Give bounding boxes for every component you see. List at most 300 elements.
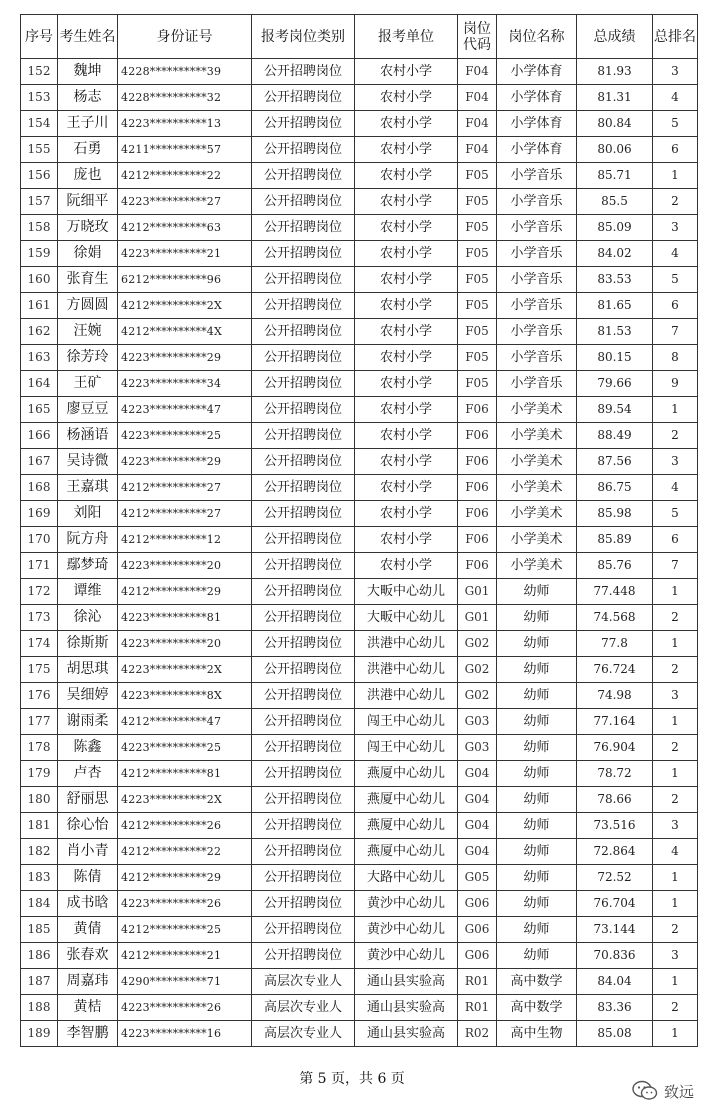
post-code: G02 xyxy=(458,631,497,657)
table-row xyxy=(21,839,698,865)
unit-name: 洪港中心幼儿 xyxy=(355,683,458,709)
row-number: 176 xyxy=(21,683,58,709)
table-row xyxy=(21,189,698,215)
total-score: 85.09 xyxy=(577,215,653,241)
post-category: 公开招聘岗位 xyxy=(252,917,355,943)
total-score: 76.704 xyxy=(577,891,653,917)
candidate-name: 王矿 xyxy=(58,371,118,397)
post-name: 小学美术 xyxy=(497,449,577,475)
row-number: 157 xyxy=(21,189,58,215)
row-number: 159 xyxy=(21,241,58,267)
total-rank: 2 xyxy=(653,735,698,761)
id-number: 4212**********27 xyxy=(118,475,252,501)
total-rank: 1 xyxy=(653,579,698,605)
row-number: 184 xyxy=(21,891,58,917)
post-code: G04 xyxy=(458,787,497,813)
table-row xyxy=(21,813,698,839)
post-code: F04 xyxy=(458,137,497,163)
header-cell: 身份证号 xyxy=(118,15,252,59)
total-rank: 1 xyxy=(653,163,698,189)
unit-name: 大畈中心幼儿 xyxy=(355,605,458,631)
total-score: 76.724 xyxy=(577,657,653,683)
post-code: F04 xyxy=(458,111,497,137)
id-number: 4223**********20 xyxy=(118,553,252,579)
row-number: 177 xyxy=(21,709,58,735)
table-row xyxy=(21,787,698,813)
unit-name: 农村小学 xyxy=(355,163,458,189)
row-number: 170 xyxy=(21,527,58,553)
id-number: 4290**********71 xyxy=(118,969,252,995)
post-category: 公开招聘岗位 xyxy=(252,709,355,735)
total-score: 85.98 xyxy=(577,501,653,527)
row-number: 189 xyxy=(21,1021,58,1047)
table-row xyxy=(21,605,698,631)
table-body xyxy=(21,59,698,1047)
table-row xyxy=(21,137,698,163)
post-name: 幼师 xyxy=(497,761,577,787)
total-score: 83.36 xyxy=(577,995,653,1021)
unit-name: 大畈中心幼儿 xyxy=(355,579,458,605)
total-score: 80.84 xyxy=(577,111,653,137)
row-number: 171 xyxy=(21,553,58,579)
post-name: 小学音乐 xyxy=(497,371,577,397)
id-number: 4211**********57 xyxy=(118,137,252,163)
post-name: 幼师 xyxy=(497,865,577,891)
candidate-name: 廖豆豆 xyxy=(58,397,118,423)
total-rank: 8 xyxy=(653,345,698,371)
post-name: 小学美术 xyxy=(497,501,577,527)
total-score: 78.72 xyxy=(577,761,653,787)
total-score: 77.8 xyxy=(577,631,653,657)
post-code: F05 xyxy=(458,371,497,397)
total-rank: 6 xyxy=(653,293,698,319)
post-category: 公开招聘岗位 xyxy=(252,501,355,527)
id-number: 4223**********8X xyxy=(118,683,252,709)
post-category: 公开招聘岗位 xyxy=(252,865,355,891)
post-name: 小学音乐 xyxy=(497,345,577,371)
unit-name: 农村小学 xyxy=(355,85,458,111)
post-category: 公开招聘岗位 xyxy=(252,891,355,917)
post-code: F05 xyxy=(458,345,497,371)
post-code: G05 xyxy=(458,865,497,891)
candidate-name: 杨志 xyxy=(58,85,118,111)
total-rank: 3 xyxy=(653,813,698,839)
table-row xyxy=(21,423,698,449)
id-number: 4223**********29 xyxy=(118,345,252,371)
row-number: 183 xyxy=(21,865,58,891)
post-category: 公开招聘岗位 xyxy=(252,631,355,657)
table-row xyxy=(21,631,698,657)
id-number: 4223**********2X xyxy=(118,657,252,683)
unit-name: 农村小学 xyxy=(355,371,458,397)
total-score: 72.52 xyxy=(577,865,653,891)
post-category: 公开招聘岗位 xyxy=(252,345,355,371)
post-category: 公开招聘岗位 xyxy=(252,241,355,267)
id-number: 4212**********12 xyxy=(118,527,252,553)
total-score: 87.56 xyxy=(577,449,653,475)
unit-name: 闯王中心幼儿 xyxy=(355,709,458,735)
total-rank: 3 xyxy=(653,449,698,475)
id-number: 4223**********29 xyxy=(118,449,252,475)
post-category: 公开招聘岗位 xyxy=(252,839,355,865)
id-number: 4212**********4X xyxy=(118,319,252,345)
total-score: 77.448 xyxy=(577,579,653,605)
post-name: 小学体育 xyxy=(497,111,577,137)
post-category: 公开招聘岗位 xyxy=(252,215,355,241)
table-row xyxy=(21,345,698,371)
post-code: F05 xyxy=(458,215,497,241)
unit-name: 农村小学 xyxy=(355,267,458,293)
brand-watermark xyxy=(632,1080,694,1102)
candidate-name: 徐斯斯 xyxy=(58,631,118,657)
id-number: 4228**********39 xyxy=(118,59,252,85)
total-rank: 7 xyxy=(653,553,698,579)
total-rank: 7 xyxy=(653,319,698,345)
post-category: 高层次专业人 xyxy=(252,995,355,1021)
unit-name: 农村小学 xyxy=(355,553,458,579)
post-name: 小学音乐 xyxy=(497,241,577,267)
header-cell: 考生姓名 xyxy=(58,15,118,59)
post-code: F05 xyxy=(458,293,497,319)
wechat-icon xyxy=(632,1080,658,1102)
total-rank: 2 xyxy=(653,605,698,631)
table-row xyxy=(21,85,698,111)
post-category: 公开招聘岗位 xyxy=(252,137,355,163)
total-rank: 4 xyxy=(653,839,698,865)
candidate-name: 张春欢 xyxy=(58,943,118,969)
unit-name: 农村小学 xyxy=(355,111,458,137)
candidate-name: 阮方舟 xyxy=(58,527,118,553)
post-name: 小学音乐 xyxy=(497,189,577,215)
post-category: 公开招聘岗位 xyxy=(252,683,355,709)
post-code: F06 xyxy=(458,475,497,501)
total-rank: 2 xyxy=(653,657,698,683)
post-code: F05 xyxy=(458,189,497,215)
candidate-name: 吴诗微 xyxy=(58,449,118,475)
post-name: 小学美术 xyxy=(497,397,577,423)
row-number: 185 xyxy=(21,917,58,943)
unit-name: 通山县实验高 xyxy=(355,969,458,995)
candidate-name: 庞也 xyxy=(58,163,118,189)
candidate-name: 汪婉 xyxy=(58,319,118,345)
id-number: 4223**********34 xyxy=(118,371,252,397)
total-rank: 2 xyxy=(653,423,698,449)
table-row xyxy=(21,163,698,189)
unit-name: 通山县实验高 xyxy=(355,1021,458,1047)
post-name: 幼师 xyxy=(497,943,577,969)
candidate-name: 徐娟 xyxy=(58,241,118,267)
post-category: 公开招聘岗位 xyxy=(252,163,355,189)
post-code: F05 xyxy=(458,267,497,293)
table-row xyxy=(21,449,698,475)
candidate-name: 王子川 xyxy=(58,111,118,137)
unit-name: 闯王中心幼儿 xyxy=(355,735,458,761)
table-row xyxy=(21,293,698,319)
post-code: G03 xyxy=(458,735,497,761)
table-row xyxy=(21,59,698,85)
candidate-name: 王嘉琪 xyxy=(58,475,118,501)
post-category: 公开招聘岗位 xyxy=(252,449,355,475)
table-row xyxy=(21,579,698,605)
row-number: 178 xyxy=(21,735,58,761)
total-rank: 3 xyxy=(653,683,698,709)
post-name: 小学音乐 xyxy=(497,215,577,241)
row-number: 153 xyxy=(21,85,58,111)
total-score: 70.836 xyxy=(577,943,653,969)
total-rank: 4 xyxy=(653,85,698,111)
post-code: R01 xyxy=(458,995,497,1021)
total-score: 73.144 xyxy=(577,917,653,943)
score-table xyxy=(20,14,698,1047)
table-header-row xyxy=(21,15,698,59)
post-name: 小学美术 xyxy=(497,553,577,579)
post-code: F06 xyxy=(458,449,497,475)
unit-name: 黄沙中心幼儿 xyxy=(355,917,458,943)
unit-name: 农村小学 xyxy=(355,189,458,215)
table-row xyxy=(21,553,698,579)
total-rank: 2 xyxy=(653,787,698,813)
post-name: 高中数学 xyxy=(497,995,577,1021)
row-number: 181 xyxy=(21,813,58,839)
total-score: 81.31 xyxy=(577,85,653,111)
row-number: 155 xyxy=(21,137,58,163)
post-code: G06 xyxy=(458,891,497,917)
total-rank: 9 xyxy=(653,371,698,397)
candidate-name: 舒丽思 xyxy=(58,787,118,813)
unit-name: 农村小学 xyxy=(355,319,458,345)
unit-name: 农村小学 xyxy=(355,423,458,449)
total-score: 81.65 xyxy=(577,293,653,319)
unit-name: 黄沙中心幼儿 xyxy=(355,891,458,917)
header-cell: 岗位代码 xyxy=(458,15,497,59)
post-name: 幼师 xyxy=(497,605,577,631)
candidate-name: 肖小青 xyxy=(58,839,118,865)
total-rank: 1 xyxy=(653,1021,698,1047)
post-name: 小学美术 xyxy=(497,475,577,501)
post-category: 高层次专业人 xyxy=(252,1021,355,1047)
id-number: 4223**********20 xyxy=(118,631,252,657)
table-row xyxy=(21,761,698,787)
post-code: G03 xyxy=(458,709,497,735)
post-name: 高中数学 xyxy=(497,969,577,995)
post-name: 幼师 xyxy=(497,683,577,709)
row-number: 173 xyxy=(21,605,58,631)
candidate-name: 李智鹏 xyxy=(58,1021,118,1047)
post-category: 公开招聘岗位 xyxy=(252,371,355,397)
row-number: 186 xyxy=(21,943,58,969)
total-rank: 1 xyxy=(653,891,698,917)
post-category: 公开招聘岗位 xyxy=(252,59,355,85)
unit-name: 洪港中心幼儿 xyxy=(355,657,458,683)
total-score: 86.75 xyxy=(577,475,653,501)
row-number: 168 xyxy=(21,475,58,501)
unit-name: 燕厦中心幼儿 xyxy=(355,839,458,865)
total-score: 85.71 xyxy=(577,163,653,189)
table-row xyxy=(21,917,698,943)
post-name: 幼师 xyxy=(497,709,577,735)
total-score: 72.864 xyxy=(577,839,653,865)
row-number: 164 xyxy=(21,371,58,397)
post-code: F06 xyxy=(458,527,497,553)
total-rank: 4 xyxy=(653,241,698,267)
post-name: 幼师 xyxy=(497,631,577,657)
id-number: 4212**********29 xyxy=(118,579,252,605)
post-name: 小学体育 xyxy=(497,85,577,111)
id-number: 4212**********25 xyxy=(118,917,252,943)
post-code: R02 xyxy=(458,1021,497,1047)
id-number: 4223**********16 xyxy=(118,1021,252,1047)
candidate-name: 陈倩 xyxy=(58,865,118,891)
post-name: 小学音乐 xyxy=(497,319,577,345)
post-category: 公开招聘岗位 xyxy=(252,761,355,787)
post-category: 公开招聘岗位 xyxy=(252,189,355,215)
post-name: 小学美术 xyxy=(497,423,577,449)
table-row xyxy=(21,501,698,527)
table-row xyxy=(21,735,698,761)
total-score: 89.54 xyxy=(577,397,653,423)
total-score: 77.164 xyxy=(577,709,653,735)
post-category: 公开招聘岗位 xyxy=(252,787,355,813)
id-number: 4212**********81 xyxy=(118,761,252,787)
post-category: 公开招聘岗位 xyxy=(252,605,355,631)
total-score: 80.06 xyxy=(577,137,653,163)
unit-name: 通山县实验高 xyxy=(355,995,458,1021)
table-row xyxy=(21,475,698,501)
row-number: 175 xyxy=(21,657,58,683)
total-score: 80.15 xyxy=(577,345,653,371)
total-score: 74.98 xyxy=(577,683,653,709)
id-number: 4212**********27 xyxy=(118,501,252,527)
post-code: G06 xyxy=(458,917,497,943)
candidate-name: 石勇 xyxy=(58,137,118,163)
unit-name: 农村小学 xyxy=(355,215,458,241)
post-category: 公开招聘岗位 xyxy=(252,813,355,839)
total-rank: 3 xyxy=(653,59,698,85)
total-rank: 6 xyxy=(653,137,698,163)
post-code: F06 xyxy=(458,501,497,527)
post-code: F06 xyxy=(458,397,497,423)
total-rank: 2 xyxy=(653,917,698,943)
candidate-name: 阮细平 xyxy=(58,189,118,215)
total-rank: 5 xyxy=(653,267,698,293)
id-number: 4212**********63 xyxy=(118,215,252,241)
candidate-name: 魏坤 xyxy=(58,59,118,85)
candidate-name: 方圆圆 xyxy=(58,293,118,319)
total-score: 76.904 xyxy=(577,735,653,761)
post-name: 幼师 xyxy=(497,917,577,943)
post-name: 幼师 xyxy=(497,787,577,813)
candidate-name: 黄倩 xyxy=(58,917,118,943)
candidate-name: 卢杏 xyxy=(58,761,118,787)
table-row xyxy=(21,1021,698,1047)
id-number: 4223**********25 xyxy=(118,735,252,761)
row-number: 156 xyxy=(21,163,58,189)
table-row xyxy=(21,657,698,683)
post-code: G04 xyxy=(458,813,497,839)
id-number: 4223**********26 xyxy=(118,891,252,917)
total-score: 85.5 xyxy=(577,189,653,215)
table-row xyxy=(21,397,698,423)
post-code: F06 xyxy=(458,553,497,579)
unit-name: 农村小学 xyxy=(355,59,458,85)
row-number: 165 xyxy=(21,397,58,423)
candidate-name: 周嘉玮 xyxy=(58,969,118,995)
total-score: 85.89 xyxy=(577,527,653,553)
table-row xyxy=(21,969,698,995)
post-name: 小学音乐 xyxy=(497,267,577,293)
unit-name: 燕厦中心幼儿 xyxy=(355,813,458,839)
unit-name: 农村小学 xyxy=(355,475,458,501)
total-score: 85.76 xyxy=(577,553,653,579)
post-name: 小学音乐 xyxy=(497,293,577,319)
row-number: 187 xyxy=(21,969,58,995)
total-score: 74.568 xyxy=(577,605,653,631)
row-number: 154 xyxy=(21,111,58,137)
post-name: 小学体育 xyxy=(497,59,577,85)
table-row xyxy=(21,891,698,917)
post-name: 幼师 xyxy=(497,735,577,761)
total-rank: 1 xyxy=(653,865,698,891)
header-cell: 报考单位 xyxy=(355,15,458,59)
total-rank: 4 xyxy=(653,475,698,501)
brand-name: 致远 xyxy=(663,1082,694,1101)
id-number: 4212**********21 xyxy=(118,943,252,969)
unit-name: 农村小学 xyxy=(355,241,458,267)
total-score: 73.516 xyxy=(577,813,653,839)
total-rank: 1 xyxy=(653,397,698,423)
table-row xyxy=(21,319,698,345)
row-number: 161 xyxy=(21,293,58,319)
total-score: 84.02 xyxy=(577,241,653,267)
candidate-name: 陈鑫 xyxy=(58,735,118,761)
total-score: 78.66 xyxy=(577,787,653,813)
candidate-name: 万晓玫 xyxy=(58,215,118,241)
unit-name: 农村小学 xyxy=(355,449,458,475)
total-score: 85.08 xyxy=(577,1021,653,1047)
total-rank: 2 xyxy=(653,995,698,1021)
unit-name: 农村小学 xyxy=(355,345,458,371)
id-number: 4223**********27 xyxy=(118,189,252,215)
unit-name: 黄沙中心幼儿 xyxy=(355,943,458,969)
id-number: 4212**********2X xyxy=(118,293,252,319)
unit-name: 农村小学 xyxy=(355,501,458,527)
total-rank: 5 xyxy=(653,501,698,527)
total-rank: 5 xyxy=(653,111,698,137)
candidate-name: 徐沁 xyxy=(58,605,118,631)
row-number: 152 xyxy=(21,59,58,85)
page-footer: 第 5 页，共 6 页 xyxy=(299,1071,405,1087)
table-row xyxy=(21,943,698,969)
post-code: F05 xyxy=(458,163,497,189)
row-number: 179 xyxy=(21,761,58,787)
unit-name: 洪港中心幼儿 xyxy=(355,631,458,657)
row-number: 169 xyxy=(21,501,58,527)
table-row xyxy=(21,527,698,553)
table-row xyxy=(21,995,698,1021)
post-name: 幼师 xyxy=(497,579,577,605)
id-number: 4223**********25 xyxy=(118,423,252,449)
table-row xyxy=(21,371,698,397)
post-category: 公开招聘岗位 xyxy=(252,423,355,449)
row-number: 160 xyxy=(21,267,58,293)
post-category: 公开招聘岗位 xyxy=(252,267,355,293)
row-number: 162 xyxy=(21,319,58,345)
id-number: 4223**********47 xyxy=(118,397,252,423)
header-cell: 报考岗位类别 xyxy=(252,15,355,59)
table-row xyxy=(21,683,698,709)
row-number: 188 xyxy=(21,995,58,1021)
post-code: G02 xyxy=(458,683,497,709)
